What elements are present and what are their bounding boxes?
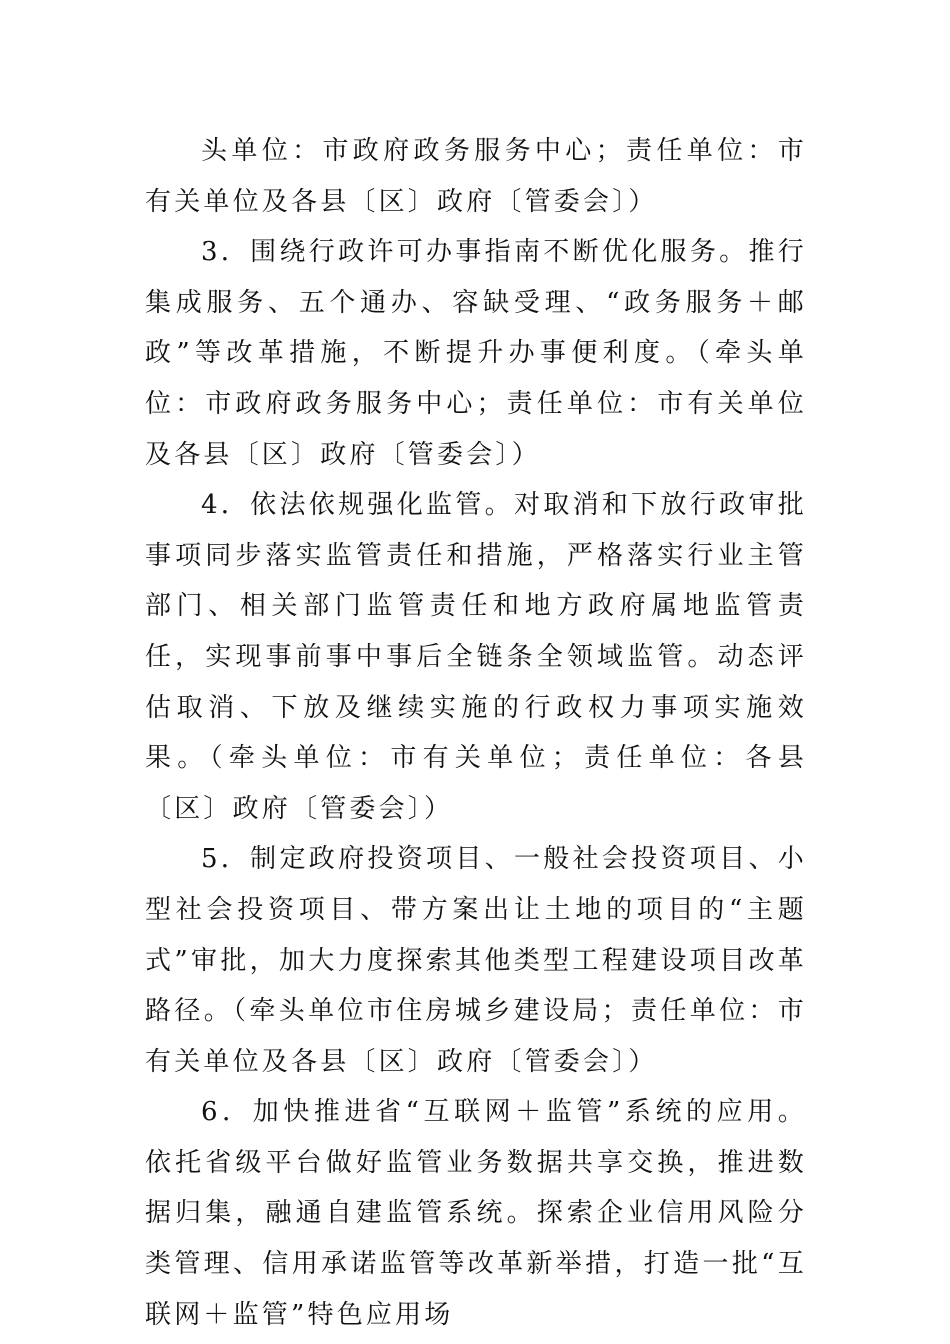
paragraph-item-3: 3．围绕行政许可办事指南不断优化服务。推行集成服务、五个通办、容缺受理、“政务服务＋邮政”等改革措施，不断提升办事便利度。（牵头单位：市政府政务服务中心；责任单位：市有关单位及各县〔区〕政府〔管委会〕） — [145, 237, 807, 470]
paragraph-item-4: 4．依法依规强化监管。对取消和下放行政审批事项同步落实监管责任和措施，严格落实行业主管部门、相关部门监管责任和地方政府属地监管责任，实现事前事中事后全链条全领域监管。动态评估取消、下放及继续实施的行政权力事项实施效果。（牵头单位：市有关单位；责任单位：各县〔区〕政府〔管委会〕） — [145, 490, 807, 824]
document-body — [145, 126, 807, 1340]
paragraph-item-6: 6．加快推进省“互联网＋监管”系统的应用。依托省级平台做好监管业务数据共享交换，推进数据归集，融通自建监管系统。探索企业信用风险分类管理、信用承诺监管等改革新举措，打造一批“互联网＋监管”特色应用场 — [145, 1097, 807, 1330]
paragraph-item-5: 5．制定政府投资项目、一般社会投资项目、小型社会投资项目、带方案出让土地的项目的“主题式”审批，加大力度探索其他类型工程建设项目改革路径。（牵头单位市住房城乡建设局；责任单位：市有关单位及各县〔区〕政府〔管委会〕） — [145, 844, 807, 1077]
paragraph-continuation: 头单位：市政府政务服务中心；责任单位：市有关单位及各县〔区〕政府〔管委会〕） — [145, 136, 807, 217]
